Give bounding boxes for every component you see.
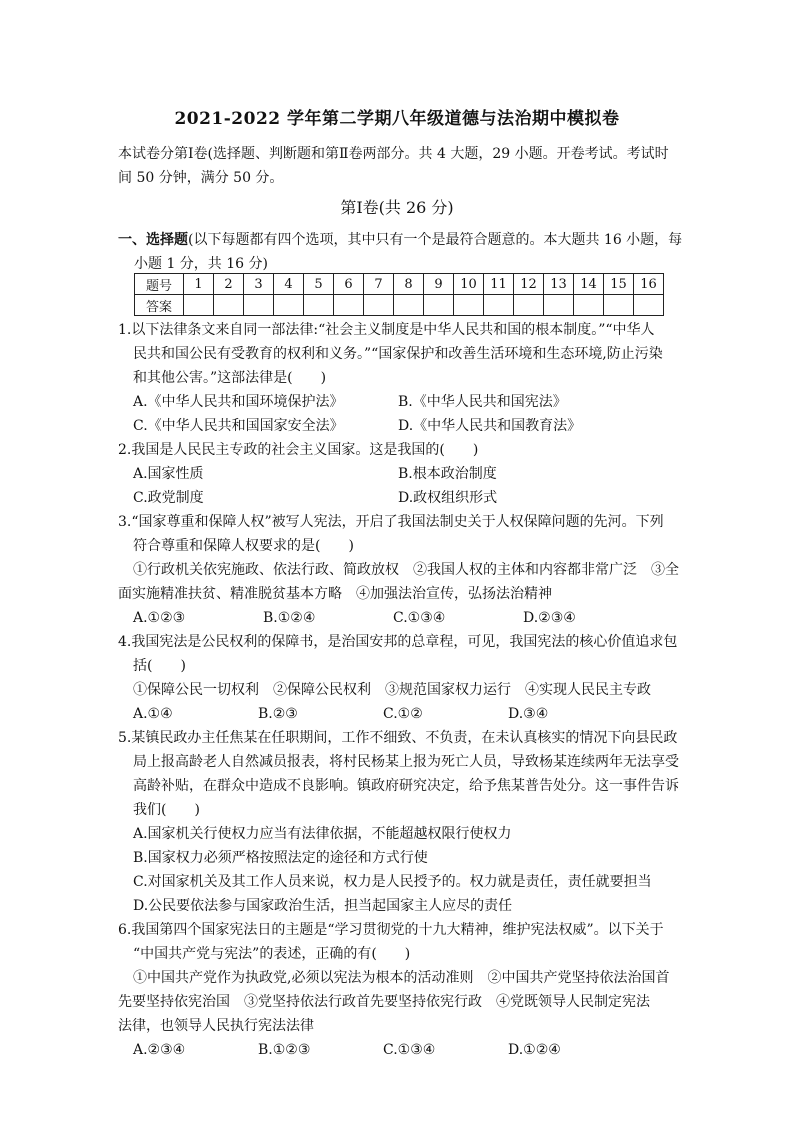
answer-cell[interactable] <box>424 295 454 316</box>
statement-line: 先要坚持依宪治国 ③党坚持依法行政首先要坚持依宪行政 ④党既领导人民制定宪法 <box>118 994 650 1010</box>
option-b[interactable]: B.②③ <box>258 706 298 722</box>
answer-cell[interactable] <box>214 295 244 316</box>
question-number-cell: 16 <box>634 274 664 295</box>
question-4 <box>118 630 686 726</box>
stem-line: 5.某镇民政办主任焦某在任职期间，工作不细致、不负责，在未认真核实的情况下向县民政 <box>118 730 678 746</box>
part-description-cont: 小题 1 分，共 16 分) <box>134 256 268 272</box>
option-row <box>118 606 686 630</box>
exam-title: 2021-2022 学年第二学期八年级道德与法治期中模拟卷 <box>174 109 620 129</box>
stem-line: 6.我国第四个国家宪法日的主题是“学习贯彻党的十九大精神，维护宪法权威”。以下关于 <box>118 922 664 938</box>
question-number-cell: 5 <box>304 274 334 295</box>
statement-line: ①保障公民一切权利 ②保障公民权利 ③规范国家权力运行 ④实现人民民主专政 <box>133 682 651 698</box>
stem-line: 2.我国是人民民主专政的社会主义国家。这是我国的( ) <box>118 442 479 458</box>
option-a[interactable]: A.①④ <box>133 706 173 722</box>
question-number-cell: 13 <box>544 274 574 295</box>
answer-cell[interactable] <box>244 295 274 316</box>
answer-cell[interactable] <box>334 295 364 316</box>
question-1 <box>118 318 686 438</box>
answer-table-row-label: 答案 <box>135 295 184 316</box>
stem-line: 括( ) <box>133 658 186 674</box>
option-a[interactable]: A.国家性质 <box>133 466 204 482</box>
stem-line: 局上报高龄老人自然减员报表，将村民杨某上报为死亡人员，导致杨某连续两年无法享受 <box>133 754 679 770</box>
question-3 <box>118 510 686 630</box>
stem-line: 4.我国宪法是公民权利的保障书，是治国安邦的总章程，可见，我国宪法的核心价值追求包 <box>118 634 678 650</box>
question-2 <box>118 438 686 510</box>
question-number-cell: 7 <box>364 274 394 295</box>
option-row <box>118 414 686 438</box>
answer-cell[interactable] <box>274 295 304 316</box>
option-b[interactable]: B.国家权力必须严格按照法定的途径和方式行使 <box>133 850 428 866</box>
option-d[interactable]: D.公民要依法参与国家政治生活，担当起国家主人应尽的责任 <box>133 898 513 914</box>
intro-line: 间 50 分钟，满分 50 分。 <box>118 170 284 186</box>
answer-cell[interactable] <box>574 295 604 316</box>
statement-line: 面实施精准扶贫、精准脱贫基本方略 ④加强法治宣传，弘扬法治精神 <box>118 586 552 602</box>
option-c[interactable]: C.对国家机关及其工作人员来说，权力是人民授予的。权力就是责任，责任就要担当 <box>133 874 652 890</box>
stem-line: 高龄补贴，在群众中造成不良影响。镇政府研究决定，给予焦某普告处分。这一事件告诉 <box>133 778 679 794</box>
question-number-cell: 14 <box>574 274 604 295</box>
answer-table <box>134 273 664 316</box>
stem-line: 我们( ) <box>133 802 200 818</box>
option-c[interactable]: C.①③④ <box>383 1042 436 1058</box>
answer-cell[interactable] <box>364 295 394 316</box>
answer-cell[interactable] <box>514 295 544 316</box>
option-row <box>118 390 686 414</box>
statement-line: 法律，也领导人民执行宪法法律 <box>118 1018 314 1034</box>
intro-line: 本试卷分第Ⅰ卷(选择题、判断题和第Ⅱ卷两部分。共 4 大题，29 小题。开卷考试。考试时 <box>118 146 669 162</box>
part-heading <box>118 228 684 276</box>
stem-line: 民共和国公民有受教育的权利和义务。”“国家保护和改善生活环境和生态环境,防止污染 <box>133 346 663 362</box>
option-c[interactable]: C.①② <box>383 706 423 722</box>
question-number-cell: 12 <box>514 274 544 295</box>
option-b[interactable]: B.①②④ <box>263 610 316 626</box>
option-c[interactable]: C.《中华人民共和国国家安全法》 <box>133 418 344 434</box>
option-row <box>118 702 686 726</box>
part-label: 一、选择题 <box>118 232 188 248</box>
question-6 <box>118 918 686 1062</box>
answer-table-number-row <box>135 274 664 295</box>
option-row <box>118 1038 686 1062</box>
stem-line: 和其他公害。”这部法律是( ) <box>133 370 327 386</box>
option-a[interactable]: A.《中华人民共和国环境保护法》 <box>133 394 344 410</box>
option-c[interactable]: C.政党制度 <box>133 490 204 506</box>
question-number-cell: 10 <box>454 274 484 295</box>
option-b[interactable]: B.根本政治制度 <box>398 466 497 482</box>
answer-cell[interactable] <box>394 295 424 316</box>
option-d[interactable]: D.《中华人民共和国教育法》 <box>398 418 582 434</box>
stem-line: 符合尊重和保障人权要求的是( ) <box>133 538 354 554</box>
option-c[interactable]: C.①③④ <box>393 610 446 626</box>
option-row <box>118 462 686 486</box>
stem-line: “中国共产党与宪法”的表述，正确的有( ) <box>133 946 411 962</box>
answer-table-answer-row <box>135 295 664 316</box>
answer-cell[interactable] <box>184 295 214 316</box>
option-d[interactable]: D.政权组织形式 <box>398 490 498 506</box>
stem-line: 1.以下法律条文来自同一部法律:“社会主义制度是中华人民共和国的根本制度。”“中华人 <box>118 322 655 338</box>
question-5 <box>118 726 686 918</box>
answer-cell[interactable] <box>304 295 334 316</box>
question-number-cell: 6 <box>334 274 364 295</box>
statement-line: ①中国共产党作为执政党,必须以宪法为根本的活动准则 ②中国共产党坚持依法治国首 <box>133 970 670 986</box>
answer-cell[interactable] <box>544 295 574 316</box>
option-row <box>118 486 686 510</box>
question-number-cell: 11 <box>484 274 514 295</box>
option-a[interactable]: A.国家机关行使权力应当有法律依据，不能超越权限行使权力 <box>133 826 512 842</box>
question-number-cell: 1 <box>184 274 214 295</box>
answer-cell[interactable] <box>484 295 514 316</box>
question-number-cell: 9 <box>424 274 454 295</box>
option-a[interactable]: A.②③④ <box>133 1042 186 1058</box>
option-b[interactable]: B.《中华人民共和国宪法》 <box>398 394 567 410</box>
option-d[interactable]: D.③④ <box>508 706 549 722</box>
option-d[interactable]: D.②③④ <box>523 610 576 626</box>
question-number-cell: 4 <box>274 274 304 295</box>
question-number-cell: 2 <box>214 274 244 295</box>
answer-table-row-label: 题号 <box>135 274 184 295</box>
question-list <box>118 318 686 1062</box>
statement-line: ①行政机关依宪施政、依法行政、简政放权 ②我国人权的主体和内容都非常广泛 ③全 <box>133 562 679 578</box>
exam-intro <box>118 142 678 190</box>
question-number-cell: 15 <box>604 274 634 295</box>
question-stem <box>118 318 686 390</box>
answer-cell[interactable] <box>634 295 664 316</box>
part-description: (以下每题都有四个选项，其中只有一个是最符合题意的。本大题共 16 小题，每 <box>188 232 683 248</box>
stem-line: 3.“国家尊重和保障人权”被写人宪法，开启了我国法制史关于人权保障问题的先河。下列 <box>118 514 664 530</box>
answer-cell[interactable] <box>604 295 634 316</box>
option-d[interactable]: D.①②④ <box>508 1042 561 1058</box>
answer-cell[interactable] <box>454 295 484 316</box>
question-number-cell: 8 <box>394 274 424 295</box>
option-b[interactable]: B.①②③ <box>258 1042 311 1058</box>
section-title: 第Ⅰ卷(共 26 分) <box>340 198 454 217</box>
question-number-cell: 3 <box>244 274 274 295</box>
option-a[interactable]: A.①②③ <box>133 610 186 626</box>
